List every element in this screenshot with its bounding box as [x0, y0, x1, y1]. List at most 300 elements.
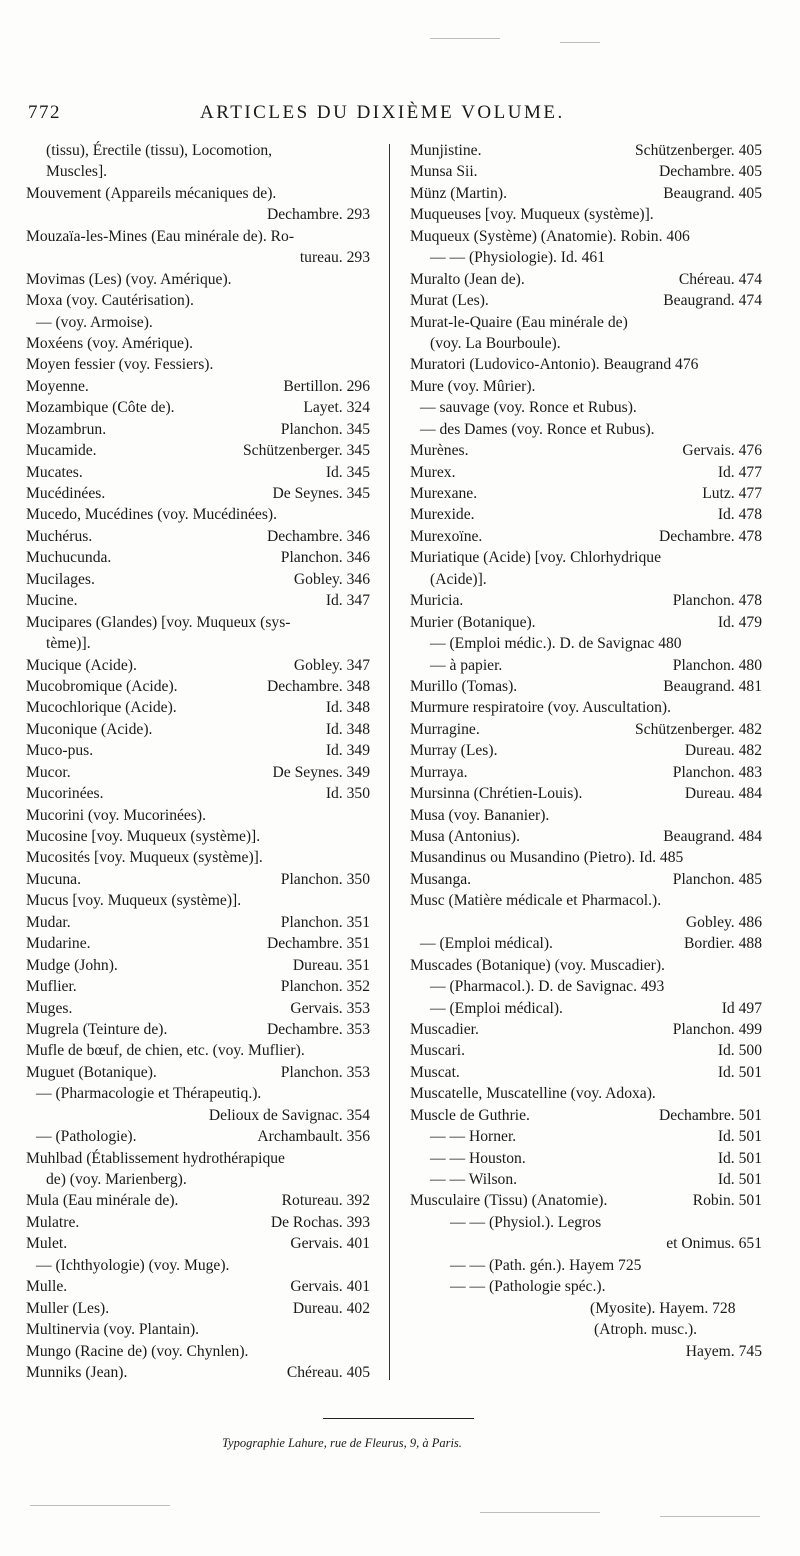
entry-heading: Mudge (John).: [26, 956, 118, 974]
index-entry: [26, 1212, 370, 1233]
entry-author-page: Id. 479: [717, 613, 762, 631]
scan-smudge: [430, 38, 500, 39]
entry-heading: Mucamide.: [26, 442, 97, 460]
index-entry: [410, 1148, 762, 1169]
index-entry: [26, 590, 370, 611]
entry-heading: Munjistine.: [410, 142, 482, 159]
index-entry: [26, 1062, 370, 1083]
index-entry: [26, 419, 370, 440]
entry-heading: Muscari.: [410, 1042, 465, 1060]
entry-heading: Mure (voy. Mûrier).: [410, 377, 536, 395]
index-entry: [26, 440, 370, 461]
index-entry: [410, 1212, 762, 1233]
index-entry: [410, 161, 762, 182]
index-entry: [26, 397, 370, 418]
entry-heading: — des Dames (voy. Ronce et Rubus).: [420, 420, 655, 438]
index-entry: [410, 483, 762, 504]
index-entry: [410, 140, 762, 161]
entry-heading: Musa (Antonius).: [410, 828, 521, 845]
entry-heading: de) (voy. Marienberg).: [46, 1171, 187, 1188]
entry-heading: — (Emploi médical).: [430, 999, 563, 1017]
index-entry: [410, 762, 762, 783]
index-entry: [26, 976, 370, 997]
entry-heading: Mursinna (Chrétien-Louis).: [410, 785, 583, 803]
entry-heading: Muhlbad (Établissement hydrothérapique: [26, 1149, 285, 1167]
entry-author-page: Hayem. 745: [685, 1342, 762, 1360]
entry-heading: Murraya.: [410, 763, 468, 781]
entry-heading: Musandinus ou Musandino (Pietro). Id. 485: [410, 849, 684, 867]
index-entry: [410, 312, 762, 333]
entry-heading: Muller (Les).: [26, 1299, 110, 1317]
entry-heading: Mucorini (voy. Mucorinées).: [26, 806, 207, 824]
index-entry: [410, 1255, 762, 1276]
index-entry: [26, 140, 370, 161]
entry-author-page: Id. 477: [717, 463, 762, 481]
entry-heading: Murat-le-Quaire (Eau minérale de): [410, 313, 628, 331]
index-entry: [26, 1233, 370, 1254]
index-entry: [26, 376, 370, 397]
index-entry: [410, 397, 762, 418]
index-entry: [26, 526, 370, 547]
entry-author-page: Planchon. 351: [280, 913, 370, 931]
entry-heading: Muqueuses [voy. Muqueux (système)].: [410, 206, 654, 224]
entry-heading: Mozambrun.: [26, 420, 107, 438]
entry-author-page: Dechambre. 353: [266, 1020, 370, 1038]
entry-heading: Murat (Les).: [410, 292, 489, 310]
scan-smudge: [660, 1516, 760, 1517]
index-entry: [410, 590, 762, 611]
entry-heading: (Acide)].: [430, 570, 487, 588]
index-entry: [410, 805, 762, 826]
entry-author-page: Dechambre. 501: [658, 1106, 762, 1124]
index-entry: [26, 1190, 370, 1211]
entry-author-page: Dechambre. 478: [658, 527, 762, 545]
entry-author-page: Planchon. 346: [280, 549, 370, 567]
entry-heading: Muscat.: [410, 1063, 460, 1081]
entry-author-page: Gobley. 346: [293, 570, 370, 588]
index-entry: [410, 998, 762, 1019]
entry-author-page: Planchon. 345: [280, 420, 370, 438]
index-entry: [410, 1319, 762, 1340]
entry-author-page: Planchon. 485: [672, 870, 762, 888]
entry-author-page: Dechambre. 405: [658, 163, 762, 181]
entry-heading: Muco-pus.: [26, 742, 94, 760]
entry-author-page: Id. 501: [717, 1128, 762, 1146]
entry-heading: Mudarine.: [26, 935, 91, 953]
index-entry: [410, 847, 762, 868]
entry-author-page: De Seynes. 345: [272, 485, 370, 502]
index-entry: [410, 655, 762, 676]
entry-heading: (Myosite). Hayem. 728: [590, 1299, 736, 1317]
entry-heading: Mulatre.: [26, 1213, 80, 1231]
index-entry: [410, 376, 762, 397]
entry-heading: — à papier.: [430, 656, 503, 674]
index-entry: [410, 1169, 762, 1190]
index-entry: [26, 762, 370, 783]
entry-author-page: Id. 501: [717, 1149, 762, 1167]
entry-heading: Moyen fessier (voy. Fessiers).: [26, 356, 214, 374]
entry-heading: Murexoïne.: [410, 527, 483, 545]
entry-heading: Moyenne.: [26, 377, 89, 395]
entry-author-page: Schützenberger. 405: [634, 142, 762, 159]
entry-heading: Muscadier.: [410, 1020, 479, 1038]
index-entry: [26, 912, 370, 933]
entry-author-page: Schützenberger. 482: [634, 720, 762, 738]
entry-heading: — sauvage (voy. Ronce et Rubus).: [420, 399, 637, 417]
entry-heading: Mulet.: [26, 1235, 68, 1253]
entry-heading: Muqueux (Système) (Anatomie). Robin. 406: [410, 227, 690, 245]
entry-author-page: Id. 349: [325, 742, 370, 760]
index-entry: [26, 676, 370, 697]
entry-author-page: Dureau. 484: [684, 785, 762, 803]
index-entry: [410, 1126, 762, 1147]
entry-heading: Mucus [voy. Muqueux (système)].: [26, 892, 242, 910]
index-entry: [26, 1126, 370, 1147]
index-entry: [26, 462, 370, 483]
entry-author-page: Id. 345: [325, 463, 370, 481]
entry-heading: Multinervia (voy. Plantain).: [26, 1321, 200, 1339]
index-entry: [410, 976, 762, 997]
index-entry: [26, 569, 370, 590]
entry-author-page: De Rochas. 393: [270, 1213, 370, 1231]
entry-heading: Muscatelle, Muscatelline (voy. Adoxa).: [410, 1085, 656, 1103]
index-entry: [26, 890, 370, 911]
entry-heading: Murray (Les).: [410, 742, 498, 760]
entry-author-page: Planchon. 352: [280, 978, 370, 996]
entry-heading: Musa (voy. Bananier).: [410, 806, 550, 824]
entry-author-page: De Seynes. 349: [272, 763, 370, 781]
index-entry: [26, 226, 370, 247]
index-entry: [410, 1190, 762, 1211]
index-entry: [410, 204, 762, 225]
entry-heading: (tissu), Érectile (tissu), Locomotion,: [46, 142, 273, 159]
entry-heading: — (Pharmacologie et Thérapeutiq.).: [36, 1085, 262, 1103]
column-divider: [389, 144, 390, 1380]
index-entry: [410, 419, 762, 440]
right-index-column: [410, 140, 762, 1362]
entry-author-page: Dureau. 402: [292, 1299, 370, 1317]
entry-author-page: Gobley. 347: [293, 656, 370, 674]
entry-author-page: Beaugrand. 405: [663, 184, 762, 202]
entry-heading: Mudar.: [26, 913, 71, 931]
entry-heading: Muratori (Ludovico-Antonio). Beaugrand 476: [410, 356, 699, 374]
entry-author-page: Id. 500: [717, 1042, 762, 1060]
index-entry: [410, 333, 762, 354]
entry-heading: Mozambique (Côte de).: [26, 399, 175, 417]
index-entry: [26, 847, 370, 868]
entry-heading: Münz (Martin).: [410, 184, 508, 202]
index-entry: [410, 547, 762, 568]
entry-author-page: Planchon. 350: [280, 870, 370, 888]
page-number: 772: [28, 102, 61, 123]
index-entry: [410, 890, 762, 911]
entry-heading: Musc (Matière médicale et Pharmacol.).: [410, 892, 662, 910]
index-entry: [26, 826, 370, 847]
entry-author-page: Planchon. 478: [672, 592, 762, 610]
entry-author-page: Schützenberger. 345: [242, 442, 370, 460]
index-entry: [26, 483, 370, 504]
entry-author-page: Id. 501: [717, 1171, 762, 1188]
entry-heading: — (Pathologie).: [36, 1128, 137, 1146]
entry-author-page: Id. 348: [325, 699, 370, 717]
entry-author-page: Chéreau. 474: [678, 270, 762, 288]
entry-author-page: Gervais. 401: [290, 1278, 370, 1296]
index-entry: [26, 1319, 370, 1340]
index-entry: [410, 1233, 762, 1254]
entry-heading: Mucochlorique (Acide).: [26, 699, 177, 717]
entry-heading: Mufle de bœuf, de chien, etc. (voy. Muflier).: [26, 1042, 305, 1060]
index-entry: [410, 290, 762, 311]
index-entry: [26, 1362, 370, 1383]
index-entry: [410, 1062, 762, 1083]
entry-heading: Mucedo, Mucédines (voy. Mucédinées).: [26, 506, 278, 524]
entry-heading: Muchucunda.: [26, 549, 112, 567]
scan-smudge: [560, 42, 600, 43]
entry-author-page: et Onimus. 651: [666, 1235, 762, 1253]
index-entry: [26, 998, 370, 1019]
entry-author-page: tureau. 293: [299, 249, 370, 267]
entry-heading: Murier (Botanique).: [410, 613, 536, 631]
entry-heading: Muchérus.: [26, 527, 93, 545]
entry-heading: Muriatique (Acide) [voy. Chlorhydrique: [410, 549, 662, 567]
entry-heading: Murènes.: [410, 442, 469, 460]
entry-heading: Mucosités [voy. Muqueux (système)].: [26, 849, 263, 867]
entry-author-page: Dechambre. 346: [266, 527, 370, 545]
index-entry: [26, 1019, 370, 1040]
index-entry: [410, 612, 762, 633]
index-entry: [410, 1298, 762, 1319]
entry-author-page: Planchon. 480: [672, 656, 762, 674]
entry-heading: Mouvement (Appareils mécaniques de).: [26, 184, 277, 202]
entry-author-page: Id. 348: [325, 720, 370, 738]
entry-heading: Mucique (Acide).: [26, 656, 137, 674]
entry-heading: — — Horner.: [430, 1128, 517, 1146]
index-entry: [26, 1341, 370, 1362]
entry-heading: Murragine.: [410, 720, 480, 738]
index-entry: [26, 547, 370, 568]
entry-author-page: Id. 350: [325, 785, 370, 803]
entry-heading: Mucor.: [26, 763, 71, 781]
entry-heading: Murexide.: [410, 506, 475, 524]
index-entry: [410, 247, 762, 268]
entry-author-page: Id. 347: [325, 592, 370, 610]
index-entry: [410, 697, 762, 718]
entry-heading: Mugrela (Teinture de).: [26, 1020, 168, 1038]
entry-author-page: Gervais. 353: [290, 999, 370, 1017]
index-entry: [410, 1276, 762, 1297]
entry-author-page: Archambault. 356: [257, 1128, 370, 1146]
index-entry: [410, 1105, 762, 1126]
entry-heading: — (Emploi médical).: [420, 935, 553, 953]
entry-heading: — (voy. Armoise).: [36, 313, 153, 331]
entry-heading: Mucorinées.: [26, 785, 104, 803]
footer-rule: [323, 1418, 474, 1419]
entry-heading: Munniks (Jean).: [26, 1363, 128, 1381]
index-entry: [410, 226, 762, 247]
index-entry: [410, 740, 762, 761]
index-entry: [26, 312, 370, 333]
index-entry: [410, 676, 762, 697]
entry-author-page: Planchon. 483: [672, 763, 762, 781]
index-entry: [26, 1169, 370, 1190]
index-entry: [26, 697, 370, 718]
entry-author-page: Gervais. 401: [290, 1235, 370, 1253]
entry-author-page: Dechambre. 293: [266, 206, 370, 224]
entry-heading: tème)].: [46, 635, 91, 653]
entry-heading: — — (Physiologie). Id. 461: [430, 249, 605, 267]
index-entry: [26, 933, 370, 954]
entry-author-page: Dureau. 482: [684, 742, 762, 760]
entry-author-page: Id. 478: [717, 506, 762, 524]
entry-heading: Musanga.: [410, 870, 472, 888]
entry-heading: Mula (Eau minérale de).: [26, 1192, 179, 1210]
entry-author-page: Beaugrand. 484: [663, 828, 762, 845]
entry-author-page: Lutz. 477: [702, 485, 762, 502]
entry-author-page: Id 497: [721, 999, 762, 1017]
index-entry: [26, 1083, 370, 1104]
index-entry: [26, 183, 370, 204]
index-entry: [26, 1148, 370, 1169]
entry-heading: Muscades (Botanique) (voy. Muscadier).: [410, 956, 665, 974]
index-entry: [26, 633, 370, 654]
entry-heading: — — Houston.: [430, 1149, 526, 1167]
running-title: ARTICLES DU DIXIÈME VOLUME.: [200, 102, 565, 123]
index-entry: [410, 183, 762, 204]
entry-heading: Mucédinées.: [26, 485, 106, 502]
index-entry: [26, 161, 370, 182]
index-entry: [410, 269, 762, 290]
index-entry: [410, 569, 762, 590]
index-entry: [26, 1255, 370, 1276]
index-entry: [26, 1298, 370, 1319]
index-entry: [410, 826, 762, 847]
index-entry: [26, 504, 370, 525]
index-entry: [26, 1040, 370, 1061]
entry-heading: (Atroph. musc.).: [594, 1321, 698, 1339]
index-entry: [26, 290, 370, 311]
entry-author-page: Rotureau. 392: [281, 1192, 370, 1210]
entry-heading: — (Emploi médic.). D. de Savignac 480: [430, 635, 682, 653]
index-entry: [26, 1105, 370, 1126]
entry-heading: Muscle de Guthrie.: [410, 1106, 530, 1124]
entry-heading: Mucuna.: [26, 870, 81, 888]
index-entry: [410, 633, 762, 654]
entry-heading: Mouzaïa-les-Mines (Eau minérale de). Ro-: [26, 227, 295, 245]
entry-heading: Moxa (voy. Cautérisation).: [26, 292, 194, 310]
index-entry: [26, 719, 370, 740]
entry-author-page: Gervais. 476: [682, 442, 762, 460]
index-entry: [410, 440, 762, 461]
entry-heading: Mungo (Racine de) (voy. Chynlen).: [26, 1342, 249, 1360]
index-entry: [410, 504, 762, 525]
entry-heading: Murex.: [410, 463, 456, 481]
index-entry: [26, 204, 370, 225]
entry-author-page: Beaugrand. 474: [663, 292, 762, 310]
entry-heading: Murexane.: [410, 485, 478, 502]
entry-author-page: Id. 501: [717, 1063, 762, 1081]
index-entry: [26, 269, 370, 290]
entry-heading: Murmure respiratoire (voy. Auscultation).: [410, 699, 671, 717]
index-entry: [26, 1276, 370, 1297]
entry-author-page: Dureau. 351: [292, 956, 370, 974]
entry-author-page: Bordier. 488: [684, 935, 762, 953]
index-entry: [410, 869, 762, 890]
index-entry: [410, 1040, 762, 1061]
entry-heading: Muguet (Botanique).: [26, 1063, 157, 1081]
scan-smudge: [30, 1505, 170, 1506]
entry-heading: — — (Pathologie spéc.).: [450, 1278, 606, 1296]
printer-imprint: Typographie Lahure, rue de Fleurus, 9, à Paris.: [222, 1436, 462, 1450]
entry-author-page: Layet. 324: [303, 399, 370, 417]
entry-heading: — — (Physiol.). Legros: [450, 1213, 602, 1231]
entry-heading: Muflier.: [26, 978, 77, 996]
entry-heading: Munsa Sii.: [410, 163, 478, 181]
index-entry: [410, 526, 762, 547]
entry-heading: Muscles].: [46, 163, 108, 181]
index-entry: [410, 1083, 762, 1104]
left-index-column: [26, 140, 370, 1383]
index-entry: [410, 462, 762, 483]
entry-heading: — — Wilson.: [430, 1171, 518, 1188]
entry-heading: Muges.: [26, 999, 73, 1017]
entry-heading: (voy. La Bourboule).: [430, 334, 561, 352]
entry-author-page: Delioux de Savignac. 354: [208, 1106, 370, 1124]
index-entry: [410, 1341, 762, 1362]
entry-heading: Movimas (Les) (voy. Amérique).: [26, 270, 232, 288]
index-entry: [410, 719, 762, 740]
scan-smudge: [480, 1512, 600, 1513]
entry-author-page: Planchon. 353: [280, 1063, 370, 1081]
index-entry: [410, 955, 762, 976]
entry-heading: — — (Path. gén.). Hayem 725: [450, 1256, 642, 1274]
entry-author-page: Chéreau. 405: [286, 1363, 370, 1381]
entry-author-page: Beaugrand. 481: [663, 677, 762, 695]
entry-author-page: Dechambre. 351: [266, 935, 370, 953]
entry-heading: Mucipares (Glandes) [voy. Muqueux (sys-: [26, 613, 291, 631]
index-entry: [410, 912, 762, 933]
entry-author-page: Planchon. 499: [672, 1020, 762, 1038]
index-entry: [26, 783, 370, 804]
entry-heading: Mucosine [voy. Muqueux (système)].: [26, 828, 261, 845]
index-entry: [26, 655, 370, 676]
entry-heading: Mucobromique (Acide).: [26, 677, 178, 695]
entry-author-page: Bertillon. 296: [283, 377, 370, 395]
index-entry: [26, 805, 370, 826]
entry-author-page: Dechambre. 348: [266, 677, 370, 695]
index-entry: [26, 247, 370, 268]
index-entry: [410, 1019, 762, 1040]
index-entry: [410, 933, 762, 954]
index-entry: [26, 955, 370, 976]
entry-author-page: Gobley. 486: [685, 913, 762, 931]
entry-heading: Musculaire (Tissu) (Anatomie).: [410, 1192, 608, 1210]
entry-heading: Mucates.: [26, 463, 83, 481]
index-entry: [26, 612, 370, 633]
entry-heading: Moxéens (voy. Amérique).: [26, 334, 194, 352]
index-entry: [410, 783, 762, 804]
entry-heading: Muconique (Acide).: [26, 720, 153, 738]
entry-heading: Muralto (Jean de).: [410, 270, 525, 288]
index-entry: [26, 354, 370, 375]
entry-heading: Mucine.: [26, 592, 78, 610]
entry-heading: Murillo (Tomas).: [410, 677, 518, 695]
index-entry: [26, 333, 370, 354]
index-entry: [26, 740, 370, 761]
entry-heading: — (Pharmacol.). D. de Savignac. 493: [430, 978, 665, 996]
entry-heading: Mulle.: [26, 1278, 68, 1296]
entry-author-page: Robin. 501: [692, 1192, 762, 1210]
index-entry: [26, 869, 370, 890]
